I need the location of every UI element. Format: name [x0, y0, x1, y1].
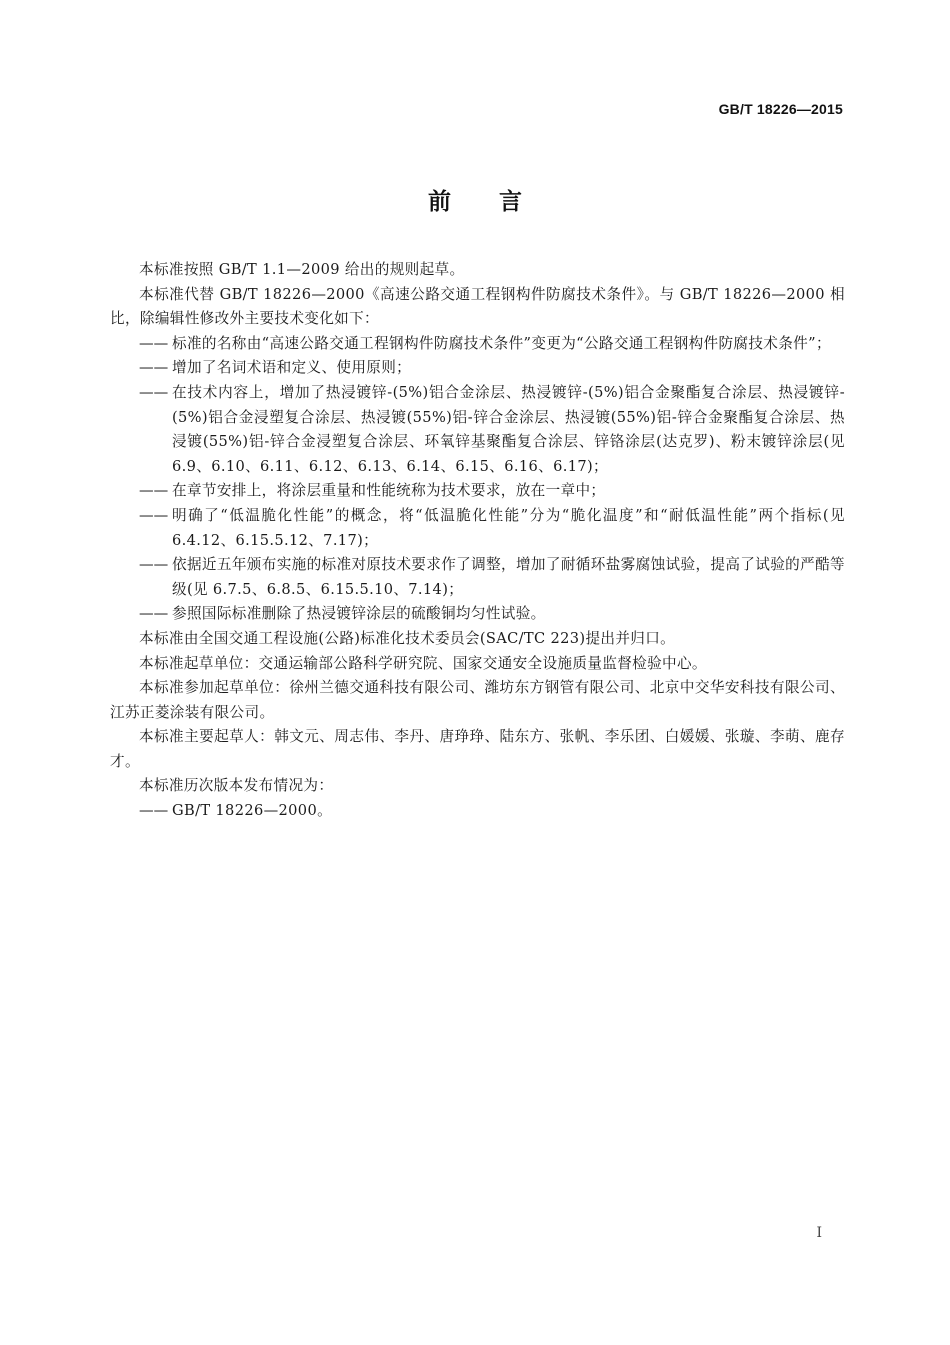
paragraph-participating-units: 本标准参加起草单位：徐州兰德交通科技有限公司、潍坊东方钢管有限公司、北京中交华安科技有限公司、江苏正菱涂装有限公司。	[110, 679, 845, 721]
paragraph-drafters: 本标准主要起草人：韩文元、周志伟、李丹、唐琤琤、陆东方、张帆、李乐团、白媛媛、张璇、李萌、鹿存才。	[110, 728, 845, 770]
change-item-text: 依据近五年颁布实施的标准对原技术要求作了调整，增加了耐循环盐雾腐蚀试验，提高了试验的严酷等级(见 6.7.5、6.8.5、6.15.5.10、7.14)；	[172, 556, 845, 598]
change-item-text: 在技术内容上，增加了热浸镀锌-(5%)铝合金涂层、热浸镀锌-(5%)铝合金聚酯复合涂层、热浸镀锌-(5%)铝合金浸塑复合涂层、热浸镀(55%)铝-锌合金涂层、热浸镀(55%)铝-锌合金聚酯复合涂层、热浸镀(55%)铝-锌合金浸塑复合涂层、环氧锌基聚酯复合涂层、锌铬涂层(达克罗)、粉末镀锌涂层(见 6.9、6.10、6.11、6.12、6.13、6.14、6.15、6.16、6.17)；	[172, 383, 845, 475]
paragraph-drafting-unit: 本标准起草单位：交通运输部公路科学研究院、国家交通安全设施质量监督检验中心。	[139, 654, 707, 672]
change-item	[110, 553, 845, 602]
standard-code: GB/T 18226—2015	[718, 101, 843, 117]
paragraph-drafting-rules: 本标准按照 GB/T 1.1—2009 给出的规则起草。	[139, 261, 465, 278]
change-item	[110, 381, 845, 479]
history-item	[110, 799, 845, 824]
change-item-text: 明确了“低温脆化性能”的概念，将“低温脆化性能”分为“脆化温度”和“耐低温性能”两个指标(见 6.4.12、6.15.5.12、7.17)；	[172, 506, 845, 549]
change-item	[110, 356, 845, 381]
change-item	[110, 332, 845, 357]
page-number: I	[816, 1225, 822, 1241]
paragraph-history-intro: 本标准历次版本发布情况为：	[139, 777, 334, 795]
dash-mark: ——	[139, 359, 169, 377]
change-item-text: 标准的名称由“高速公路交通工程钢构件防腐技术条件”变更为“公路交通工程钢构件防腐技术条件”；	[172, 334, 831, 352]
dash-mark: ——	[139, 506, 169, 524]
change-item-text: 在章节安排上，将涂层重量和性能统称为技术要求，放在一章中；	[172, 482, 606, 500]
title-char-1: 前	[428, 189, 451, 215]
dash-mark: ——	[139, 802, 169, 820]
change-item	[110, 504, 845, 553]
change-item-text: 参照国际标准删除了热浸镀锌涂层的硫酸铜均匀性试验。	[172, 605, 546, 623]
change-item	[110, 479, 845, 504]
page-title	[0, 183, 950, 216]
change-item	[110, 602, 845, 627]
dash-mark: ——	[139, 383, 169, 401]
paragraph-proposer: 本标准由全国交通工程设施(公路)标准化技术委员会(SAC/TC 223)提出并归口。	[139, 629, 676, 647]
history-item-text: GB/T 18226—2000。	[172, 802, 333, 820]
dash-mark: ——	[139, 556, 169, 574]
foreword-body	[110, 258, 845, 824]
dash-mark: ——	[139, 482, 169, 500]
dash-mark: ——	[139, 334, 169, 352]
paragraph-replacement: 本标准代替 GB/T 18226—2000《高速公路交通工程钢构件防腐技术条件》。与 GB/T 18226—2000 相比，除编辑性修改外主要技术变化如下：	[110, 285, 845, 328]
change-item-text: 增加了名词术语和定义、使用原则；	[172, 359, 412, 377]
title-char-2: 言	[499, 189, 522, 215]
dash-mark: ——	[139, 605, 169, 623]
